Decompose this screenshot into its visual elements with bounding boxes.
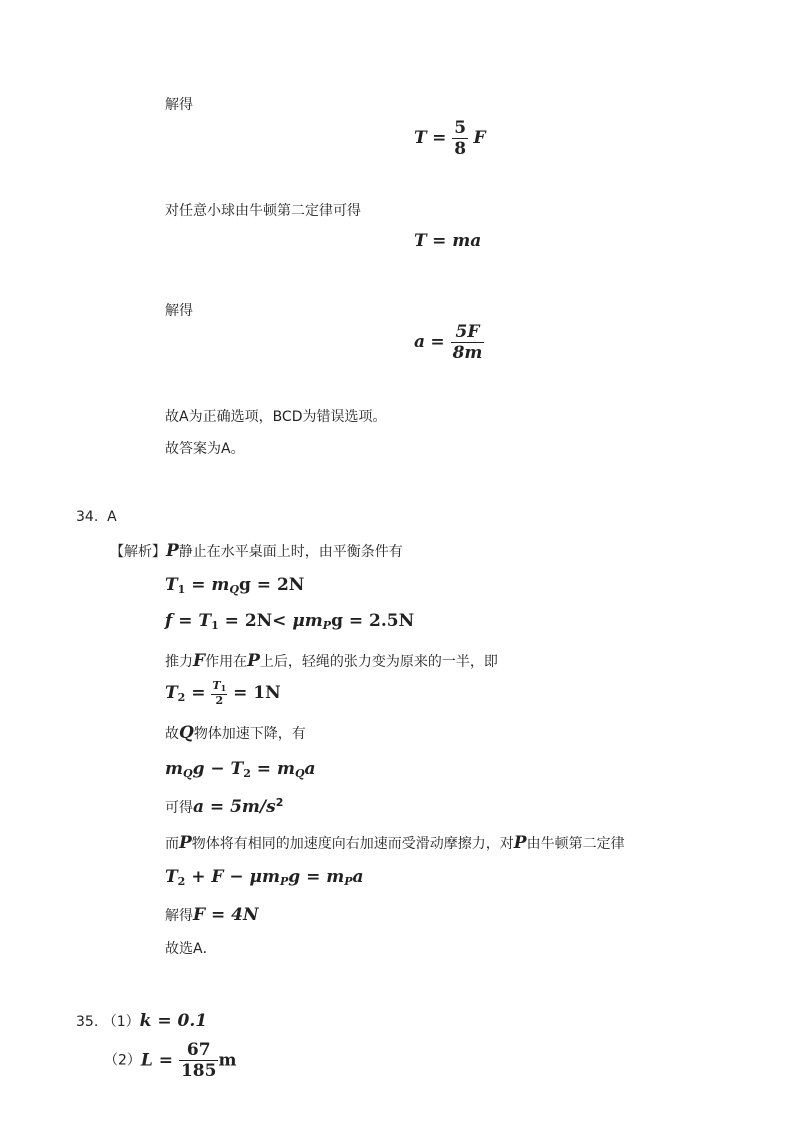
question-35-part-1: 35. （1）k = 0.1 [76, 1011, 208, 1031]
small-fraction: $\frac{T_1}{2}$ [212, 679, 227, 707]
equation-1: $T_1 = m_Qg = 2N$ [165, 575, 305, 596]
equation-3: $T_2$ = $\frac{T_1}{2}$ = 1N [165, 679, 281, 707]
text-gu: 故Q物体加速下降，有 [165, 723, 306, 743]
equation-T-frac: T = $\frac{5}{8}$ F [414, 118, 486, 159]
question-number: 35. [76, 1014, 99, 1030]
text-push: 推力F作用在P上后，轻绳的张力变为原来的一半，即 [165, 651, 498, 671]
fraction: $\frac{5F}{8m}$ [452, 322, 483, 363]
fraction: $\frac{67}{185}$ [180, 1040, 217, 1081]
text-answer: 故答案为A。 [165, 441, 245, 457]
equation-4: $m_Qg - T_2 = m_Qa$ [165, 759, 316, 780]
text-jiede-1: 解得 [165, 97, 193, 113]
equation-5: $T_2 + F - \mu m_Pg = m_Pa$ [165, 867, 364, 888]
text-conclusion: 故A为正确选项，BCD为错误选项。 [165, 409, 387, 425]
text-er: 而P物体将有相同的加速度向右加速而受滑动摩擦力，对P由牛顿第二定律 [165, 833, 625, 853]
text-kede: 可得$a = 5m/s^2$ [165, 796, 284, 817]
jiexi-label: 【解析】 [110, 544, 166, 560]
text-niudun: 对任意小球由牛顿第二定律可得 [165, 203, 361, 219]
question-number: 34. [76, 509, 99, 525]
jiexi-line: 【解析】P静止在水平桌面上时，由平衡条件有 [110, 541, 403, 561]
equation-a-frac: a = $\frac{5F}{8m}$ [414, 322, 483, 363]
text-jiede-F: 解得F = 4N [165, 905, 259, 925]
question-35-part-2: （2）L = $\frac{67}{185}$ m [104, 1040, 237, 1081]
text-jiede-2: 解得 [165, 303, 193, 319]
equation-T-ma: T = ma [414, 231, 482, 251]
question-choice: A [107, 509, 117, 525]
equation-2: $f = T_1 = 2N< \mu m_Pg = 2.5N$ [165, 611, 415, 632]
text-guxuan: 故选A． [165, 941, 217, 957]
question-34-header [76, 508, 117, 526]
fraction: $\frac{5}{8}$ [454, 118, 467, 159]
